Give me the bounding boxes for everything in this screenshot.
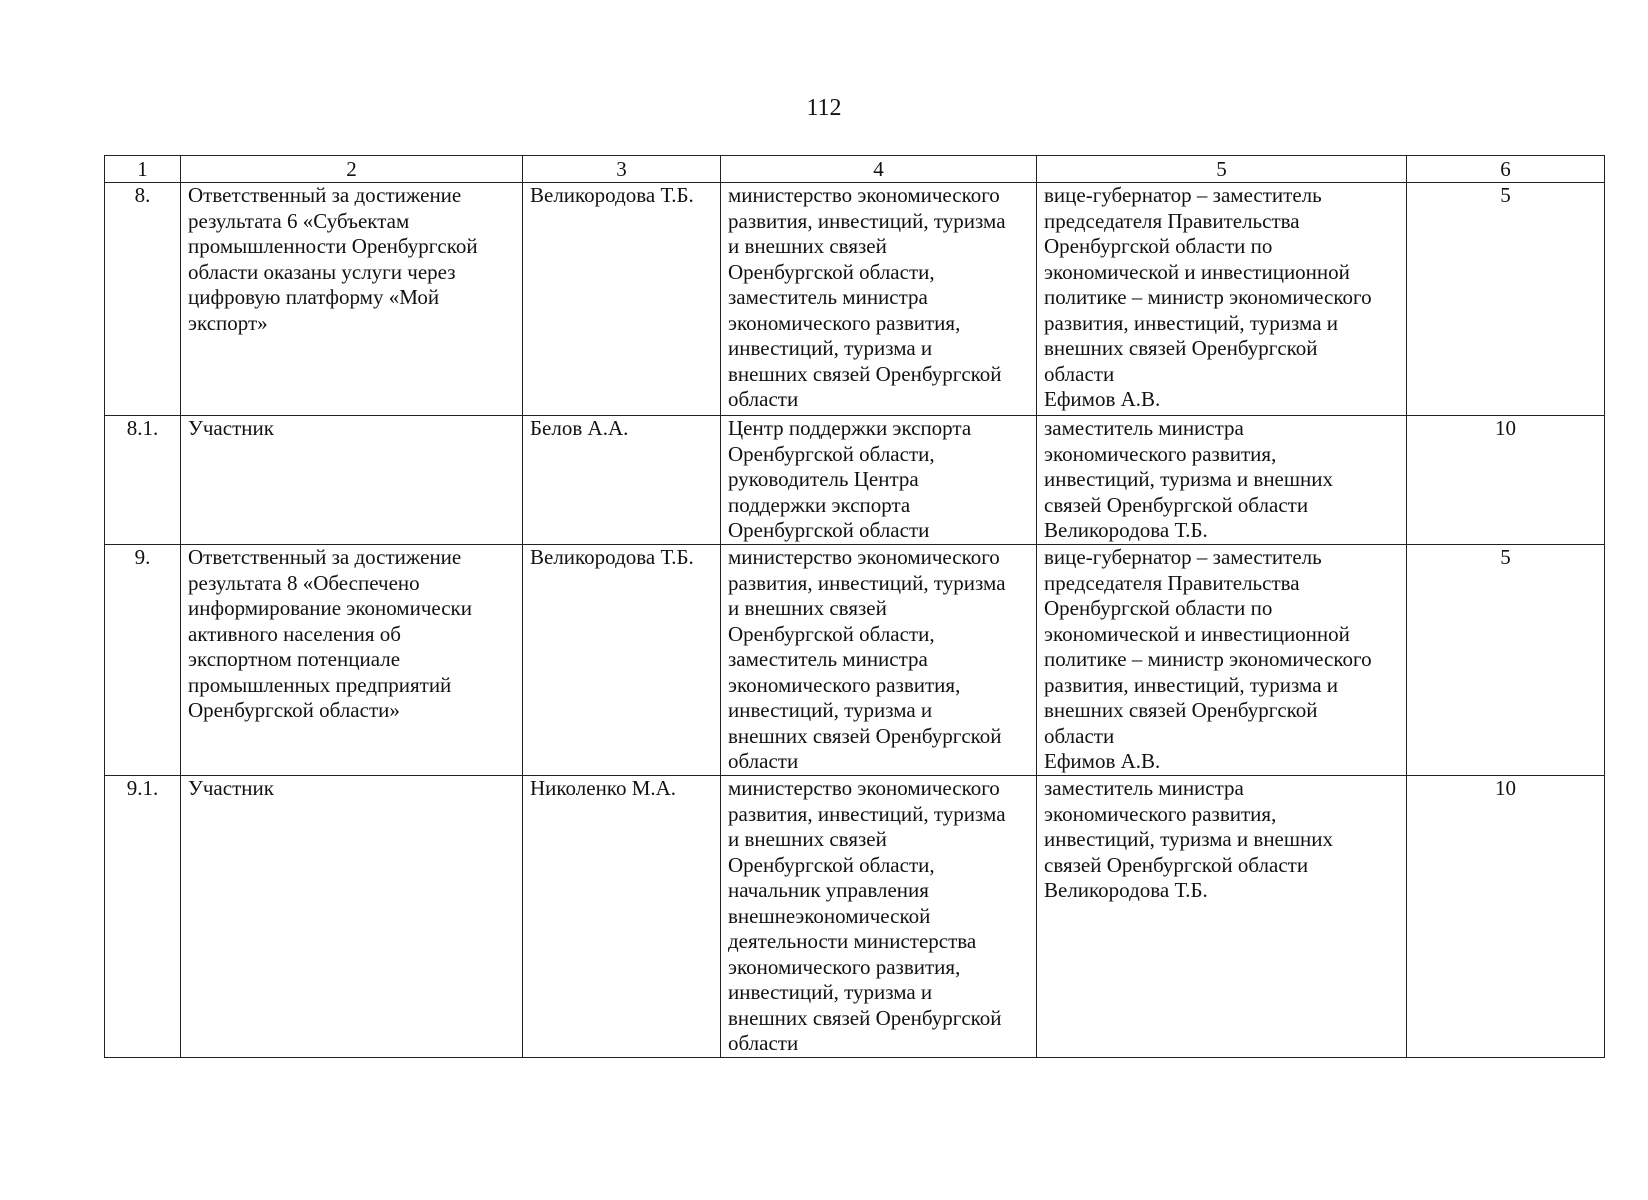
role-cell: Ответственный за достижение результата 8 «Обеспечено информирование экономически активного населения об экспортном потенциале промышленных предприятий Оренбургской области» [181,545,523,776]
table-row [105,545,1605,776]
share-cell: 5 [1407,545,1605,776]
column-number: 4 [721,156,1037,183]
column-number: 5 [1037,156,1407,183]
table-row [105,776,1605,1058]
organization-cell: министерство экономического развития, инвестиций, туризма и внешних связей Оренбургской области, заместитель министра экономического развития, инвестиций, туризма и внешних связей Оренбургской области [721,183,1037,416]
supervisor-cell: вице-губернатор – заместитель председателя Правительства Оренбургской области по экономической и инвестиционной политике – министр экономического развития, инвестиций, туризма и внешних связей Оренбургской области Ефимов А.В. [1037,183,1407,416]
table-row [105,416,1605,545]
row-number: 8. [105,183,181,416]
table-row [105,183,1605,416]
supervisor-cell: заместитель министра экономического развития, инвестиций, туризма и внешних связей Оренбургской области Великородова Т.Б. [1037,416,1407,545]
organization-cell: Центр поддержки экспорта Оренбургской области, руководитель Центра поддержки экспорта Оренбургской области [721,416,1037,545]
supervisor-cell: вице-губернатор – заместитель председателя Правительства Оренбургской области по экономической и инвестиционной политике – министр экономического развития, инвестиций, туризма и внешних связей Оренбургской области Ефимов А.В. [1037,545,1407,776]
column-number: 3 [523,156,721,183]
column-number: 1 [105,156,181,183]
supervisor-cell: заместитель министра экономического развития, инвестиций, туризма и внешних связей Оренбургской области Великородова Т.Б. [1037,776,1407,1058]
person-cell: Николенко М.А. [523,776,721,1058]
organization-cell: министерство экономического развития, инвестиций, туризма и внешних связей Оренбургской области, заместитель министра экономического развития, инвестиций, туризма и внешних связей Оренбургской области [721,545,1037,776]
organization-cell: министерство экономического развития, инвестиций, туризма и внешних связей Оренбургской области, начальник управления внешнеэкономической деятельности министерства экономического развития, инвестиций, туризма и внешних связей Оренбургской области [721,776,1037,1058]
page-number: 112 [806,95,842,121]
role-cell: Ответственный за достижение результата 6 «Субъектам промышленности Оренбургской области оказаны услуги через цифровую платформу «Мой экспорт» [181,183,523,416]
person-cell: Великородова Т.Б. [523,545,721,776]
column-number: 6 [1407,156,1605,183]
share-cell: 10 [1407,416,1605,545]
person-cell: Великородова Т.Б. [523,183,721,416]
share-cell: 5 [1407,183,1605,416]
person-cell: Белов А.А. [523,416,721,545]
row-number: 9.1. [105,776,181,1058]
row-number: 8.1. [105,416,181,545]
column-number-row [105,156,1605,183]
row-number: 9. [105,545,181,776]
role-cell: Участник [181,776,523,1058]
column-number: 2 [181,156,523,183]
responsibility-table [104,155,1605,1058]
role-cell: Участник [181,416,523,545]
share-cell: 10 [1407,776,1605,1058]
